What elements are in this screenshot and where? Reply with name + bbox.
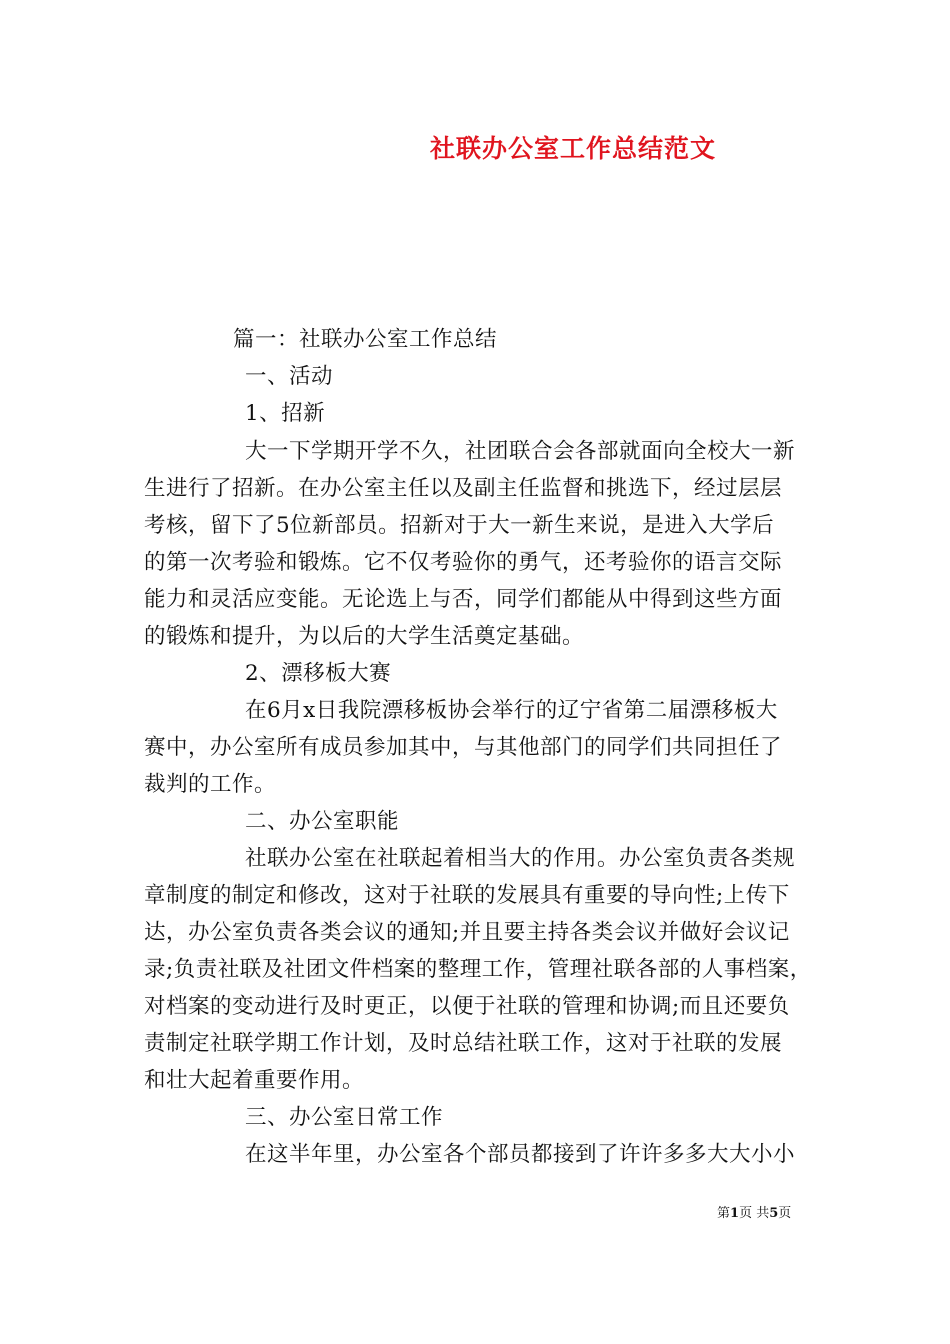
paragraph-line: 对档案的变动进行及时更正，以便于社联的管理和协调;而且还要负 bbox=[144, 994, 790, 1019]
paragraph-line: 录;负责社联及社团文件档案的整理工作，管理社联各部的人事档案， bbox=[144, 957, 812, 982]
paragraph-line: 的锻炼和提升，为以后的大学生活奠定基础。 bbox=[144, 624, 585, 649]
paragraph-line: 达，办公室负责各类会议的通知;并且要主持各类会议并做好会议记 bbox=[144, 920, 790, 945]
footer-middle: 页 共 bbox=[739, 1206, 770, 1221]
paragraph-line: 生进行了招新。在办公室主任以及副主任监督和挑选下，经过层层 bbox=[144, 476, 783, 501]
section-heading: 篇一：社联办公室工作总结 bbox=[233, 327, 498, 352]
footer-page-number: 1 bbox=[730, 1206, 740, 1221]
paragraph-line: 在6月x日我院漂移板协会举行的辽宁省第二届漂移板大 bbox=[245, 698, 778, 723]
paragraph-line: 赛中，办公室所有成员参加其中，与其他部门的同学们共同担任了 bbox=[144, 735, 783, 760]
subheading: 二、办公室职能 bbox=[245, 809, 400, 834]
footer-prefix: 第 bbox=[717, 1206, 731, 1221]
subheading: 1、招新 bbox=[245, 401, 326, 426]
subheading: 2、漂移板大赛 bbox=[245, 661, 392, 686]
footer-total-pages: 5 bbox=[769, 1206, 779, 1221]
document-title: 社联办公室工作总结范文 bbox=[430, 134, 717, 163]
paragraph-line: 裁判的工作。 bbox=[144, 772, 277, 797]
subheading: 一、活动 bbox=[245, 364, 334, 389]
paragraph-line: 和壮大起着重要作用。 bbox=[144, 1068, 365, 1093]
paragraph-line: 考核，留下了5位新部员。招新对于大一新生来说，是进入大学后 bbox=[144, 513, 775, 538]
paragraph-line: 的第一次考验和锻炼。它不仅考验你的勇气，还考验你的语言交际 bbox=[144, 550, 783, 575]
paragraph-line: 章制度的制定和修改，这对于社联的发展具有重要的导向性;上传下 bbox=[144, 883, 790, 908]
paragraph-line: 大一下学期开学不久，社团联合会各部就面向全校大一新 bbox=[245, 439, 796, 464]
paragraph-line: 社联办公室在社联起着相当大的作用。办公室负责各类规 bbox=[245, 846, 796, 871]
footer-suffix: 页 bbox=[778, 1206, 792, 1221]
paragraph-line: 能力和灵活应变能。无论选上与否，同学们都能从中得到这些方面 bbox=[144, 587, 783, 612]
paragraph-line: 在这半年里，办公室各个部员都接到了许许多多大大小小 bbox=[245, 1142, 796, 1167]
subheading: 三、办公室日常工作 bbox=[245, 1105, 444, 1130]
page-footer bbox=[717, 1205, 791, 1223]
paragraph-line: 责制定社联学期工作计划，及时总结社联工作，这对于社联的发展 bbox=[144, 1031, 783, 1056]
